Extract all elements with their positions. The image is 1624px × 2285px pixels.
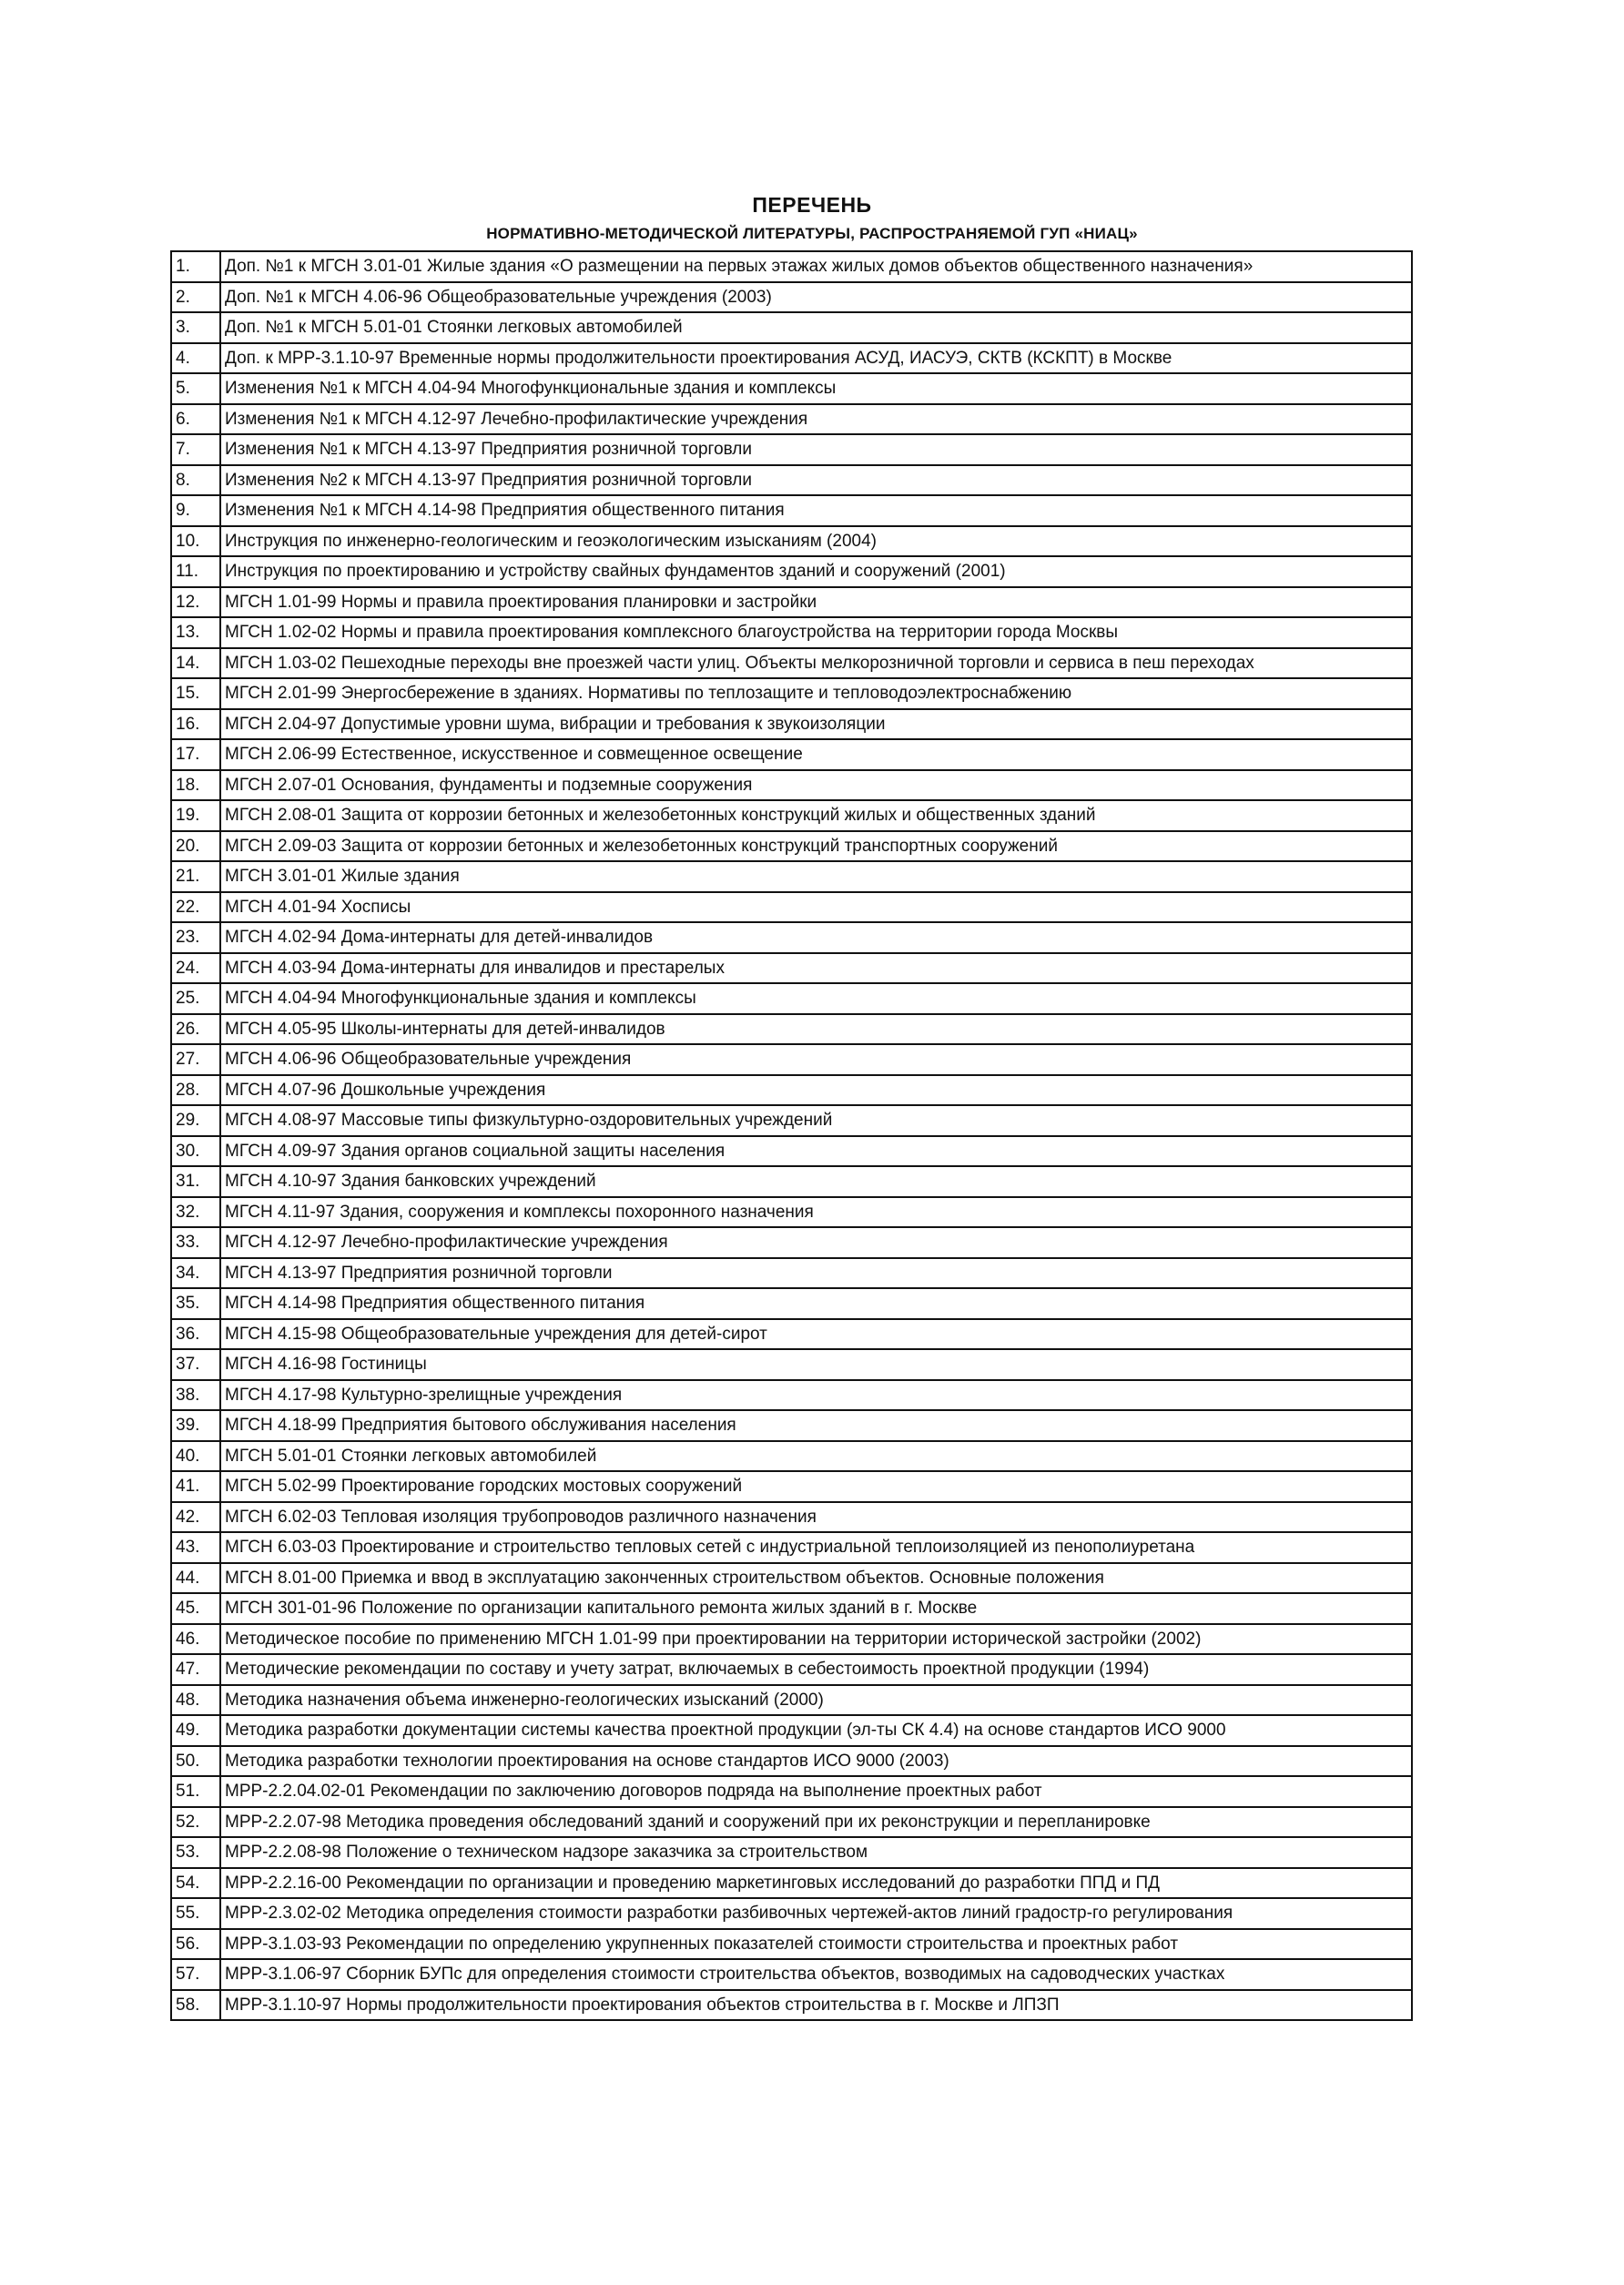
- table-row: [171, 1746, 1412, 1777]
- table-row: [171, 465, 1412, 496]
- row-title: МРР-2.3.02-02 Методика определения стоимости разработки разбивочных чертежей-актов линий градостр-го регулирования: [220, 1898, 1412, 1929]
- table-row: [171, 1227, 1412, 1258]
- row-number: 21.: [171, 861, 220, 892]
- row-number: 53.: [171, 1837, 220, 1868]
- row-title: Изменения №1 к МГСН 4.13-97 Предприятия розничной торговли: [220, 434, 1412, 465]
- row-number: 28.: [171, 1075, 220, 1106]
- table-row: [171, 1288, 1412, 1319]
- row-title: Методическое пособие по применению МГСН 1.01-99 при проектировании на территории исторической застройки (2002): [220, 1624, 1412, 1655]
- row-number: 7.: [171, 434, 220, 465]
- table-row: [171, 1990, 1412, 2021]
- row-number: 51.: [171, 1776, 220, 1807]
- row-number: 42.: [171, 1502, 220, 1533]
- row-title: МГСН 4.12-97 Лечебно-профилактические учреждения: [220, 1227, 1412, 1258]
- literature-table: [170, 250, 1413, 2021]
- row-number: 4.: [171, 343, 220, 374]
- row-number: 56.: [171, 1929, 220, 1960]
- row-number: 19.: [171, 800, 220, 831]
- table-row: [171, 617, 1412, 648]
- table-row: [171, 434, 1412, 465]
- table-row: [171, 343, 1412, 374]
- row-title: Изменения №1 к МГСН 4.14-98 Предприятия общественного питания: [220, 495, 1412, 526]
- row-title: МГСН 5.01-01 Стоянки легковых автомобилей: [220, 1441, 1412, 1472]
- table-row: [171, 1441, 1412, 1472]
- row-title: МГСН 1.03-02 Пешеходные переходы вне проезжей части улиц. Объекты мелкорозничной торговли и сервиса в пеш переходах: [220, 648, 1412, 679]
- table-row: [171, 526, 1412, 557]
- row-number: 39.: [171, 1410, 220, 1441]
- row-title: МГСН 4.18-99 Предприятия бытового обслуживания населения: [220, 1410, 1412, 1441]
- row-title: МГСН 6.02-03 Тепловая изоляция трубопроводов различного назначения: [220, 1502, 1412, 1533]
- row-title: МРР-2.2.08-98 Положение о техническом надзоре заказчика за строительством: [220, 1837, 1412, 1868]
- row-title: МГСН 2.01-99 Энергосбережение в зданиях. Нормативы по теплозащите и тепловодоэлектроснабжению: [220, 678, 1412, 709]
- table-row: [171, 1136, 1412, 1167]
- table-row: [171, 1776, 1412, 1807]
- row-number: 48.: [171, 1685, 220, 1716]
- table-row: [171, 1807, 1412, 1838]
- row-number: 18.: [171, 770, 220, 801]
- row-number: 54.: [171, 1868, 220, 1899]
- table-row: [171, 1319, 1412, 1350]
- table-row: [171, 1929, 1412, 1960]
- row-number: 35.: [171, 1288, 220, 1319]
- row-number: 50.: [171, 1746, 220, 1777]
- table-row: [171, 1959, 1412, 1990]
- row-number: 46.: [171, 1624, 220, 1655]
- table-row: [171, 1715, 1412, 1746]
- table-row: [171, 892, 1412, 923]
- row-number: 52.: [171, 1807, 220, 1838]
- table-row: [171, 282, 1412, 313]
- table-row: [171, 1624, 1412, 1655]
- row-title: МГСН 2.04-97 Допустимые уровни шума, вибрации и требования к звукоизоляции: [220, 709, 1412, 740]
- row-title: Методика разработки документации системы качества проектной продукции (эл-ты СК 4.4) на основе стандартов ИСО 9000: [220, 1715, 1412, 1746]
- row-title: Изменения №2 к МГСН 4.13-97 Предприятия розничной торговли: [220, 465, 1412, 496]
- row-number: 47.: [171, 1654, 220, 1685]
- table-row: [171, 1075, 1412, 1106]
- table-row: [171, 953, 1412, 984]
- document-subtitle: НОРМАТИВНО-МЕТОДИЧЕСКОЙ ЛИТЕРАТУРЫ, РАСПРОСТРАНЯЕМОЙ ГУП «НИАЦ»: [486, 225, 1138, 242]
- table-row: [171, 1532, 1412, 1563]
- row-number: 44.: [171, 1563, 220, 1594]
- table-row: [171, 1654, 1412, 1685]
- row-number: 8.: [171, 465, 220, 496]
- row-title: Методические рекомендации по составу и учету затрат, включаемых в себестоимость проектной продукции (1994): [220, 1654, 1412, 1685]
- table-row: [171, 983, 1412, 1014]
- table-row: [171, 678, 1412, 709]
- row-number: 15.: [171, 678, 220, 709]
- row-number: 16.: [171, 709, 220, 740]
- row-title: МГСН 1.01-99 Нормы и правила проектирования планировки и застройки: [220, 587, 1412, 618]
- row-number: 38.: [171, 1380, 220, 1411]
- table-row: [171, 1044, 1412, 1075]
- row-number: 2.: [171, 282, 220, 313]
- row-title: МГСН 4.04-94 Многофункциональные здания и комплексы: [220, 983, 1412, 1014]
- row-number: 58.: [171, 1990, 220, 2021]
- row-number: 55.: [171, 1898, 220, 1929]
- row-title: МГСН 6.03-03 Проектирование и строительство тепловых сетей с индустриальной теплоизоляцией из пенополиуретана: [220, 1532, 1412, 1563]
- row-number: 9.: [171, 495, 220, 526]
- row-title: Изменения №1 к МГСН 4.12-97 Лечебно-профилактические учреждения: [220, 404, 1412, 435]
- row-title: Доп. к МРР-3.1.10-97 Временные нормы продолжительности проектирования АСУД, ИАСУЭ, СКТВ (КСКПТ) в Москве: [220, 343, 1412, 374]
- row-number: 49.: [171, 1715, 220, 1746]
- row-number: 33.: [171, 1227, 220, 1258]
- table-row: [171, 587, 1412, 618]
- row-number: 22.: [171, 892, 220, 923]
- table-row: [171, 1502, 1412, 1533]
- row-number: 31.: [171, 1166, 220, 1197]
- table-row: [171, 922, 1412, 953]
- row-title: МРР-3.1.10-97 Нормы продолжительности проектирования объектов строительства в г. Москве и ЛПЗП: [220, 1990, 1412, 2021]
- row-title: МГСН 4.05-95 Школы-интернаты для детей-инвалидов: [220, 1014, 1412, 1045]
- row-number: 13.: [171, 617, 220, 648]
- table-row: [171, 1685, 1412, 1716]
- table-row: [171, 861, 1412, 892]
- row-number: 43.: [171, 1532, 220, 1563]
- table-row: [171, 404, 1412, 435]
- row-title: МГСН 4.15-98 Общеобразовательные учреждения для детей-сирот: [220, 1319, 1412, 1350]
- row-number: 14.: [171, 648, 220, 679]
- row-title: Инструкция по инженерно-геологическим и геоэкологическим изысканиям (2004): [220, 526, 1412, 557]
- row-title: МГСН 4.17-98 Культурно-зрелищные учреждения: [220, 1380, 1412, 1411]
- row-number: 25.: [171, 983, 220, 1014]
- row-title: МГСН 4.10-97 Здания банковских учреждений: [220, 1166, 1412, 1197]
- row-title: МРР-2.2.07-98 Методика проведения обследований зданий и сооружений при их реконструкции и перепланировке: [220, 1807, 1412, 1838]
- table-row: [171, 709, 1412, 740]
- row-number: 57.: [171, 1959, 220, 1990]
- row-number: 40.: [171, 1441, 220, 1472]
- row-title: МРР-2.2.04.02-01 Рекомендации по заключению договоров подряда на выполнение проектных работ: [220, 1776, 1412, 1807]
- row-title: МГСН 4.11-97 Здания, сооружения и комплексы похоронного назначения: [220, 1197, 1412, 1228]
- table-row: [171, 1380, 1412, 1411]
- row-title: МГСН 4.06-96 Общеобразовательные учреждения: [220, 1044, 1412, 1075]
- table-row: [171, 373, 1412, 404]
- row-title: Методика назначения объема инженерно-геологических изысканий (2000): [220, 1685, 1412, 1716]
- row-title: Методика разработки технологии проектирования на основе стандартов ИСО 9000 (2003): [220, 1746, 1412, 1777]
- table-row: [171, 831, 1412, 862]
- row-title: МГСН 301-01-96 Положение по организации капитального ремонта жилых зданий в г. Москве: [220, 1593, 1412, 1624]
- row-title: МГСН 4.07-96 Дошкольные учреждения: [220, 1075, 1412, 1106]
- row-number: 41.: [171, 1471, 220, 1502]
- row-title: Доп. №1 к МГСН 3.01-01 Жилые здания «О размещении на первых этажах жилых домов объектов общественного назначения»: [220, 251, 1412, 282]
- row-number: 37.: [171, 1349, 220, 1380]
- row-number: 32.: [171, 1197, 220, 1228]
- table-row: [171, 770, 1412, 801]
- table-row: [171, 495, 1412, 526]
- row-title: Доп. №1 к МГСН 5.01-01 Стоянки легковых автомобилей: [220, 312, 1412, 343]
- row-number: 6.: [171, 404, 220, 435]
- row-title: МГСН 4.13-97 Предприятия розничной торговли: [220, 1258, 1412, 1289]
- row-title: МГСН 2.06-99 Естественное, искусственное и совмещенное освещение: [220, 739, 1412, 770]
- row-title: МГСН 4.02-94 Дома-интернаты для детей-инвалидов: [220, 922, 1412, 953]
- table-row: [171, 1471, 1412, 1502]
- row-number: 20.: [171, 831, 220, 862]
- row-number: 11.: [171, 556, 220, 587]
- row-title: МГСН 2.07-01 Основания, фундаменты и подземные сооружения: [220, 770, 1412, 801]
- row-title: МГСН 4.01-94 Хосписы: [220, 892, 1412, 923]
- table-row: [171, 1593, 1412, 1624]
- table-row: [171, 800, 1412, 831]
- table-row: [171, 1410, 1412, 1441]
- row-number: 12.: [171, 587, 220, 618]
- row-number: 30.: [171, 1136, 220, 1167]
- row-title: Изменения №1 к МГСН 4.04-94 Многофункциональные здания и комплексы: [220, 373, 1412, 404]
- table-row: [171, 556, 1412, 587]
- row-title: МРР-3.1.03-93 Рекомендации по определению укрупненных показателей стоимости строительства и проектных работ: [220, 1929, 1412, 1960]
- row-title: МГСН 4.16-98 Гостиницы: [220, 1349, 1412, 1380]
- row-number: 29.: [171, 1105, 220, 1136]
- table-row: [171, 1563, 1412, 1594]
- table-row: [171, 1258, 1412, 1289]
- row-number: 45.: [171, 1593, 220, 1624]
- row-title: МГСН 3.01-01 Жилые здания: [220, 861, 1412, 892]
- row-number: 34.: [171, 1258, 220, 1289]
- table-row: [171, 1898, 1412, 1929]
- row-title: МГСН 4.08-97 Массовые типы физкультурно-оздоровительных учреждений: [220, 1105, 1412, 1136]
- row-title: МГСН 4.03-94 Дома-интернаты для инвалидов и престарелых: [220, 953, 1412, 984]
- table-row: [171, 648, 1412, 679]
- table-row: [171, 1197, 1412, 1228]
- table-row: [171, 1014, 1412, 1045]
- row-number: 24.: [171, 953, 220, 984]
- row-number: 10.: [171, 526, 220, 557]
- table-row: [171, 1868, 1412, 1899]
- row-title: МРР-2.2.16-00 Рекомендации по организации и проведению маркетинговых исследований до разработки ППД и ПД: [220, 1868, 1412, 1899]
- row-number: 26.: [171, 1014, 220, 1045]
- row-title: МГСН 4.09-97 Здания органов социальной защиты населения: [220, 1136, 1412, 1167]
- table-row: [171, 312, 1412, 343]
- table-row: [171, 1105, 1412, 1136]
- row-number: 5.: [171, 373, 220, 404]
- table-row: [171, 1166, 1412, 1197]
- row-title: МГСН 1.02-02 Нормы и правила проектирования комплексного благоустройства на территории города Москвы: [220, 617, 1412, 648]
- table-row: [171, 251, 1412, 282]
- row-title: МГСН 2.09-03 Защита от коррозии бетонных и железобетонных конструкций транспортных сооружений: [220, 831, 1412, 862]
- row-number: 27.: [171, 1044, 220, 1075]
- row-number: 3.: [171, 312, 220, 343]
- row-number: 1.: [171, 251, 220, 282]
- row-title: Инструкция по проектированию и устройству свайных фундаментов зданий и сооружений (2001): [220, 556, 1412, 587]
- document-title: ПЕРЕЧЕНЬ: [752, 193, 872, 217]
- row-title: МГСН 8.01-00 Приемка и ввод в эксплуатацию законченных строительством объектов. Основные положения: [220, 1563, 1412, 1594]
- row-number: 36.: [171, 1319, 220, 1350]
- row-title: МГСН 4.14-98 Предприятия общественного питания: [220, 1288, 1412, 1319]
- row-title: МРР-3.1.06-97 Сборник БУПс для определения стоимости строительства объектов, возводимых на садоводческих участках: [220, 1959, 1412, 1990]
- row-title: МГСН 5.02-99 Проектирование городских мостовых сооружений: [220, 1471, 1412, 1502]
- table-row: [171, 1349, 1412, 1380]
- row-title: МГСН 2.08-01 Защита от коррозии бетонных и железобетонных конструкций жилых и общественных зданий: [220, 800, 1412, 831]
- table-row: [171, 739, 1412, 770]
- row-title: Доп. №1 к МГСН 4.06-96 Общеобразовательные учреждения (2003): [220, 282, 1412, 313]
- row-number: 17.: [171, 739, 220, 770]
- table-row: [171, 1837, 1412, 1868]
- row-number: 23.: [171, 922, 220, 953]
